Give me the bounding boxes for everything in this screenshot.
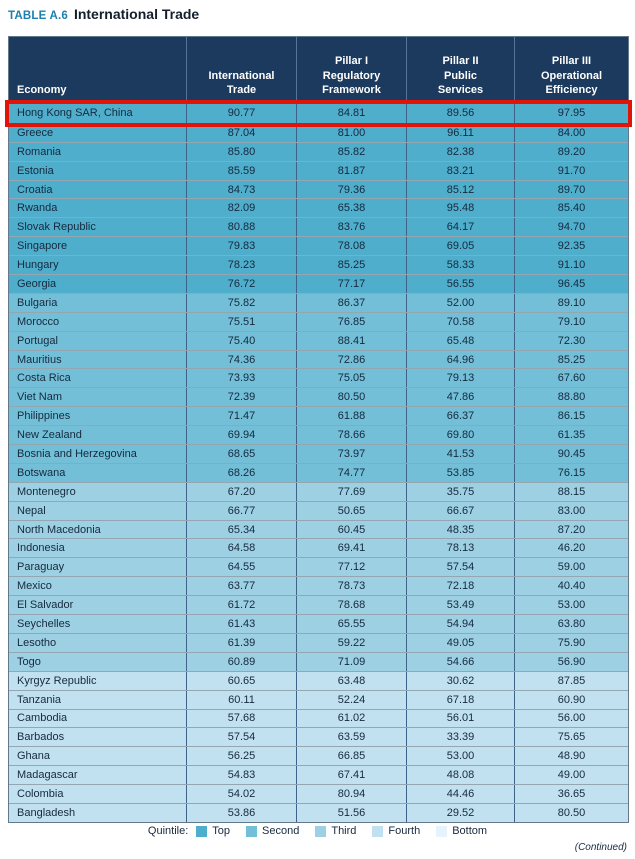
table-row bbox=[9, 633, 628, 652]
score-cell: 82.38 bbox=[406, 143, 514, 161]
score-cell: 96.11 bbox=[406, 124, 514, 142]
table-row bbox=[9, 595, 628, 614]
table-row bbox=[9, 350, 628, 369]
score-cell: 78.23 bbox=[186, 256, 296, 274]
score-cell: 84.73 bbox=[186, 181, 296, 199]
score-cell: 74.36 bbox=[186, 351, 296, 369]
score-cell: 54.66 bbox=[406, 653, 514, 671]
score-cell: 60.11 bbox=[186, 691, 296, 709]
table-row bbox=[9, 501, 628, 520]
table-row bbox=[9, 671, 628, 690]
table-row bbox=[9, 746, 628, 765]
score-cell: 75.40 bbox=[186, 332, 296, 350]
score-cell: 61.02 bbox=[296, 710, 406, 728]
score-cell: 86.15 bbox=[514, 407, 628, 425]
table-row bbox=[9, 765, 628, 784]
score-cell: 84.00 bbox=[514, 124, 628, 142]
economy-cell: Portugal bbox=[17, 334, 58, 347]
economy-cell: Philippines bbox=[17, 410, 71, 423]
score-cell: 59.22 bbox=[296, 634, 406, 652]
score-cell: 53.49 bbox=[406, 596, 514, 614]
score-cell: 87.85 bbox=[514, 672, 628, 690]
score-cell: 67.60 bbox=[514, 369, 628, 387]
score-cell: 78.73 bbox=[296, 577, 406, 595]
score-cell: 54.94 bbox=[406, 615, 514, 633]
table-row bbox=[9, 161, 628, 180]
table-row bbox=[9, 180, 628, 199]
table-row bbox=[9, 104, 628, 123]
score-cell: 79.10 bbox=[514, 313, 628, 331]
table-row bbox=[9, 709, 628, 728]
score-cell: 64.96 bbox=[406, 351, 514, 369]
table-row bbox=[9, 652, 628, 671]
economy-cell: Botswana bbox=[17, 466, 66, 479]
table-row bbox=[9, 293, 628, 312]
score-cell: 56.90 bbox=[514, 653, 628, 671]
score-cell: 85.82 bbox=[296, 143, 406, 161]
score-cell: 72.86 bbox=[296, 351, 406, 369]
score-cell: 60.90 bbox=[514, 691, 628, 709]
score-cell: 80.50 bbox=[296, 388, 406, 406]
economy-cell: Hungary bbox=[17, 259, 59, 272]
table-row bbox=[9, 576, 628, 595]
economy-cell: Togo bbox=[17, 655, 41, 668]
score-cell: 75.82 bbox=[186, 294, 296, 312]
quintile-legend bbox=[8, 825, 627, 837]
economy-cell: Rwanda bbox=[17, 202, 58, 215]
score-cell: 76.85 bbox=[296, 313, 406, 331]
score-cell: 61.72 bbox=[186, 596, 296, 614]
score-cell: 96.45 bbox=[514, 275, 628, 293]
table-header-row bbox=[9, 37, 628, 104]
table-row bbox=[9, 727, 628, 746]
score-cell: 41.53 bbox=[406, 445, 514, 463]
economy-cell: New Zealand bbox=[17, 429, 82, 442]
score-cell: 73.93 bbox=[186, 369, 296, 387]
economy-cell: Seychelles bbox=[17, 617, 71, 630]
score-cell: 72.18 bbox=[406, 577, 514, 595]
table-row bbox=[9, 463, 628, 482]
table-number-label: TABLE A.6 bbox=[8, 10, 68, 22]
score-cell: 67.41 bbox=[296, 766, 406, 784]
score-cell: 72.30 bbox=[514, 332, 628, 350]
economy-cell: Mexico bbox=[17, 580, 52, 593]
economy-cell: Mauritius bbox=[17, 353, 62, 366]
legend-item-top bbox=[196, 825, 230, 837]
score-cell: 35.75 bbox=[406, 483, 514, 501]
score-cell: 79.36 bbox=[296, 181, 406, 199]
score-cell: 49.05 bbox=[406, 634, 514, 652]
economy-cell: Hong Kong SAR, China bbox=[17, 107, 133, 120]
economy-cell: Nepal bbox=[17, 504, 46, 517]
score-cell: 66.85 bbox=[296, 747, 406, 765]
score-cell: 53.85 bbox=[406, 464, 514, 482]
score-cell: 44.46 bbox=[406, 785, 514, 803]
economy-cell: Estonia bbox=[17, 164, 54, 177]
score-cell: 70.58 bbox=[406, 313, 514, 331]
score-cell: 61.35 bbox=[514, 426, 628, 444]
score-cell: 65.34 bbox=[186, 521, 296, 539]
score-cell: 85.25 bbox=[514, 351, 628, 369]
score-cell: 64.58 bbox=[186, 539, 296, 557]
score-cell: 61.88 bbox=[296, 407, 406, 425]
table-row bbox=[9, 690, 628, 709]
table-row bbox=[9, 217, 628, 236]
table-row bbox=[9, 255, 628, 274]
score-cell: 64.17 bbox=[406, 218, 514, 236]
table-row bbox=[9, 784, 628, 803]
quintile-swatch-icon bbox=[436, 826, 447, 837]
score-cell: 87.20 bbox=[514, 521, 628, 539]
score-cell: 66.37 bbox=[406, 407, 514, 425]
economy-cell: Bosnia and Herzegovina bbox=[17, 447, 137, 460]
score-cell: 51.56 bbox=[296, 804, 406, 822]
score-cell: 75.90 bbox=[514, 634, 628, 652]
economy-cell: Georgia bbox=[17, 277, 57, 290]
score-cell: 77.12 bbox=[296, 558, 406, 576]
score-cell: 57.68 bbox=[186, 710, 296, 728]
table-row bbox=[9, 387, 628, 406]
score-cell: 63.48 bbox=[296, 672, 406, 690]
legend-item-second bbox=[246, 825, 299, 837]
score-cell: 95.48 bbox=[406, 199, 514, 217]
score-cell: 76.15 bbox=[514, 464, 628, 482]
score-cell: 57.54 bbox=[186, 728, 296, 746]
legend-item-third bbox=[315, 825, 356, 837]
score-cell: 66.67 bbox=[406, 502, 514, 520]
economy-cell: Madagascar bbox=[17, 769, 78, 782]
economy-cell: Colombia bbox=[17, 788, 64, 800]
legend-item-label: Third bbox=[331, 825, 357, 837]
score-cell: 60.89 bbox=[186, 653, 296, 671]
score-cell: 78.08 bbox=[296, 237, 406, 255]
score-cell: 85.40 bbox=[514, 199, 628, 217]
score-cell: 78.68 bbox=[296, 596, 406, 614]
score-cell: 52.00 bbox=[406, 294, 514, 312]
col-header-international-trade: International Trade bbox=[186, 37, 296, 104]
quintile-swatch-icon bbox=[246, 826, 257, 837]
score-cell: 59.00 bbox=[514, 558, 628, 576]
score-cell: 78.13 bbox=[406, 539, 514, 557]
table-title bbox=[8, 6, 199, 24]
economy-cell: Cambodia bbox=[17, 712, 68, 725]
economy-cell: Ghana bbox=[17, 750, 51, 763]
economy-cell: Bulgaria bbox=[17, 296, 58, 309]
legend-item-label: Bottom bbox=[452, 825, 488, 837]
legend-item-label: Top bbox=[212, 825, 231, 837]
score-cell: 68.26 bbox=[186, 464, 296, 482]
score-cell: 83.00 bbox=[514, 502, 628, 520]
score-cell: 58.33 bbox=[406, 256, 514, 274]
score-cell: 63.59 bbox=[296, 728, 406, 746]
legend-item-fourth bbox=[372, 825, 420, 837]
table-row bbox=[9, 312, 628, 331]
score-cell: 53.86 bbox=[186, 804, 296, 822]
score-cell: 75.65 bbox=[514, 728, 628, 746]
table-row bbox=[9, 142, 628, 161]
score-cell: 65.48 bbox=[406, 332, 514, 350]
economy-cell: Tanzania bbox=[17, 693, 62, 706]
table-row bbox=[9, 803, 628, 822]
economy-cell: Indonesia bbox=[17, 542, 65, 555]
quintile-swatch-icon bbox=[196, 826, 207, 837]
score-cell: 60.65 bbox=[186, 672, 296, 690]
legend-label: Quintile: bbox=[147, 825, 189, 837]
score-cell: 53.00 bbox=[514, 596, 628, 614]
economy-cell: Barbados bbox=[17, 731, 65, 744]
economy-cell: Singapore bbox=[17, 240, 68, 253]
score-cell: 76.72 bbox=[186, 275, 296, 293]
score-cell: 54.02 bbox=[186, 785, 296, 803]
table-row bbox=[9, 368, 628, 387]
score-cell: 80.50 bbox=[514, 804, 628, 822]
score-cell: 56.25 bbox=[186, 747, 296, 765]
score-cell: 97.95 bbox=[514, 104, 628, 123]
table-row bbox=[9, 520, 628, 539]
economy-cell: Romania bbox=[17, 145, 62, 158]
score-cell: 52.24 bbox=[296, 691, 406, 709]
quintile-swatch-icon bbox=[372, 826, 383, 837]
score-cell: 48.35 bbox=[406, 521, 514, 539]
score-cell: 56.01 bbox=[406, 710, 514, 728]
score-cell: 79.83 bbox=[186, 237, 296, 255]
score-cell: 92.35 bbox=[514, 237, 628, 255]
score-cell: 88.80 bbox=[514, 388, 628, 406]
table-row bbox=[9, 331, 628, 350]
col-header-pillar1-regulatory-framework: Pillar I Regulatory Framework bbox=[296, 37, 406, 104]
score-cell: 82.09 bbox=[186, 199, 296, 217]
score-cell: 91.70 bbox=[514, 162, 628, 180]
score-cell: 69.05 bbox=[406, 237, 514, 255]
score-cell: 50.65 bbox=[296, 502, 406, 520]
score-cell: 61.43 bbox=[186, 615, 296, 633]
table-row bbox=[9, 614, 628, 633]
table-row bbox=[9, 557, 628, 576]
score-cell: 79.13 bbox=[406, 369, 514, 387]
score-cell: 85.80 bbox=[186, 143, 296, 161]
economy-cell: Croatia bbox=[17, 183, 53, 196]
score-cell: 66.77 bbox=[186, 502, 296, 520]
score-cell: 36.65 bbox=[514, 785, 628, 803]
score-cell: 69.41 bbox=[296, 539, 406, 557]
international-trade-table bbox=[8, 36, 629, 823]
col-header-economy bbox=[9, 37, 186, 104]
score-cell: 71.09 bbox=[296, 653, 406, 671]
table-row bbox=[9, 236, 628, 255]
score-cell: 83.76 bbox=[296, 218, 406, 236]
score-cell: 90.77 bbox=[186, 104, 296, 123]
col-header-economy-label: Economy bbox=[17, 84, 67, 97]
economy-cell: Viet Nam bbox=[17, 391, 63, 404]
score-cell: 90.45 bbox=[514, 445, 628, 463]
continued-note: (Continued) bbox=[574, 842, 627, 853]
score-cell: 61.39 bbox=[186, 634, 296, 652]
economy-cell: Costa Rica bbox=[17, 372, 71, 385]
table-row bbox=[9, 198, 628, 217]
score-cell: 89.10 bbox=[514, 294, 628, 312]
economy-cell: Greece bbox=[17, 126, 54, 139]
economy-cell: El Salvador bbox=[17, 599, 74, 612]
score-cell: 83.21 bbox=[406, 162, 514, 180]
score-cell: 69.94 bbox=[186, 426, 296, 444]
score-cell: 88.41 bbox=[296, 332, 406, 350]
economy-cell: Bangladesh bbox=[17, 806, 76, 819]
score-cell: 85.12 bbox=[406, 181, 514, 199]
table-row bbox=[9, 123, 628, 142]
score-cell: 80.94 bbox=[296, 785, 406, 803]
score-cell: 40.40 bbox=[514, 577, 628, 595]
score-cell: 56.00 bbox=[514, 710, 628, 728]
score-cell: 89.20 bbox=[514, 143, 628, 161]
economy-cell: Lesotho bbox=[17, 636, 57, 649]
economy-cell: Paraguay bbox=[17, 561, 65, 574]
score-cell: 81.87 bbox=[296, 162, 406, 180]
economy-cell: Kyrgyz Republic bbox=[17, 674, 97, 687]
score-cell: 91.10 bbox=[514, 256, 628, 274]
quintile-swatch-icon bbox=[315, 826, 326, 837]
score-cell: 75.51 bbox=[186, 313, 296, 331]
score-cell: 86.37 bbox=[296, 294, 406, 312]
score-cell: 75.05 bbox=[296, 369, 406, 387]
score-cell: 57.54 bbox=[406, 558, 514, 576]
score-cell: 56.55 bbox=[406, 275, 514, 293]
score-cell: 63.80 bbox=[514, 615, 628, 633]
score-cell: 30.62 bbox=[406, 672, 514, 690]
economy-cell: Montenegro bbox=[17, 485, 76, 498]
score-cell: 88.15 bbox=[514, 483, 628, 501]
score-cell: 53.00 bbox=[406, 747, 514, 765]
score-cell: 87.04 bbox=[186, 124, 296, 142]
table-body bbox=[9, 104, 628, 822]
legend-item-bottom bbox=[436, 825, 487, 837]
score-cell: 69.80 bbox=[406, 426, 514, 444]
score-cell: 48.08 bbox=[406, 766, 514, 784]
legend-item-label: Second bbox=[262, 825, 300, 837]
score-cell: 65.38 bbox=[296, 199, 406, 217]
col-header-pillar3-operational-efficiency: Pillar III Operational Efficiency bbox=[514, 37, 628, 104]
score-cell: 54.83 bbox=[186, 766, 296, 784]
table-row bbox=[9, 482, 628, 501]
score-cell: 67.20 bbox=[186, 483, 296, 501]
page-title: International Trade bbox=[73, 6, 200, 22]
economy-cell: North Macedonia bbox=[17, 523, 101, 536]
score-cell: 47.86 bbox=[406, 388, 514, 406]
score-cell: 81.00 bbox=[296, 124, 406, 142]
score-cell: 78.66 bbox=[296, 426, 406, 444]
score-cell: 77.69 bbox=[296, 483, 406, 501]
score-cell: 85.25 bbox=[296, 256, 406, 274]
table-row bbox=[9, 425, 628, 444]
score-cell: 84.81 bbox=[296, 104, 406, 123]
score-cell: 64.55 bbox=[186, 558, 296, 576]
score-cell: 33.39 bbox=[406, 728, 514, 746]
score-cell: 80.88 bbox=[186, 218, 296, 236]
score-cell: 94.70 bbox=[514, 218, 628, 236]
legend-item-label: Fourth bbox=[388, 825, 421, 837]
score-cell: 67.18 bbox=[406, 691, 514, 709]
score-cell: 73.97 bbox=[296, 445, 406, 463]
table-row bbox=[9, 274, 628, 293]
score-cell: 60.45 bbox=[296, 521, 406, 539]
score-cell: 29.52 bbox=[406, 804, 514, 822]
score-cell: 74.77 bbox=[296, 464, 406, 482]
score-cell: 68.65 bbox=[186, 445, 296, 463]
score-cell: 77.17 bbox=[296, 275, 406, 293]
table-row bbox=[9, 538, 628, 557]
table-row bbox=[9, 444, 628, 463]
score-cell: 89.70 bbox=[514, 181, 628, 199]
score-cell: 63.77 bbox=[186, 577, 296, 595]
score-cell: 71.47 bbox=[186, 407, 296, 425]
score-cell: 72.39 bbox=[186, 388, 296, 406]
economy-cell: Slovak Republic bbox=[17, 221, 96, 234]
score-cell: 65.55 bbox=[296, 615, 406, 633]
score-cell: 46.20 bbox=[514, 539, 628, 557]
score-cell: 89.56 bbox=[406, 104, 514, 123]
score-cell: 49.00 bbox=[514, 766, 628, 784]
score-cell: 85.59 bbox=[186, 162, 296, 180]
col-header-pillar2-public-services: Pillar II Public Services bbox=[406, 37, 514, 104]
economy-cell: Morocco bbox=[17, 315, 60, 328]
table-row bbox=[9, 406, 628, 425]
score-cell: 48.90 bbox=[514, 747, 628, 765]
